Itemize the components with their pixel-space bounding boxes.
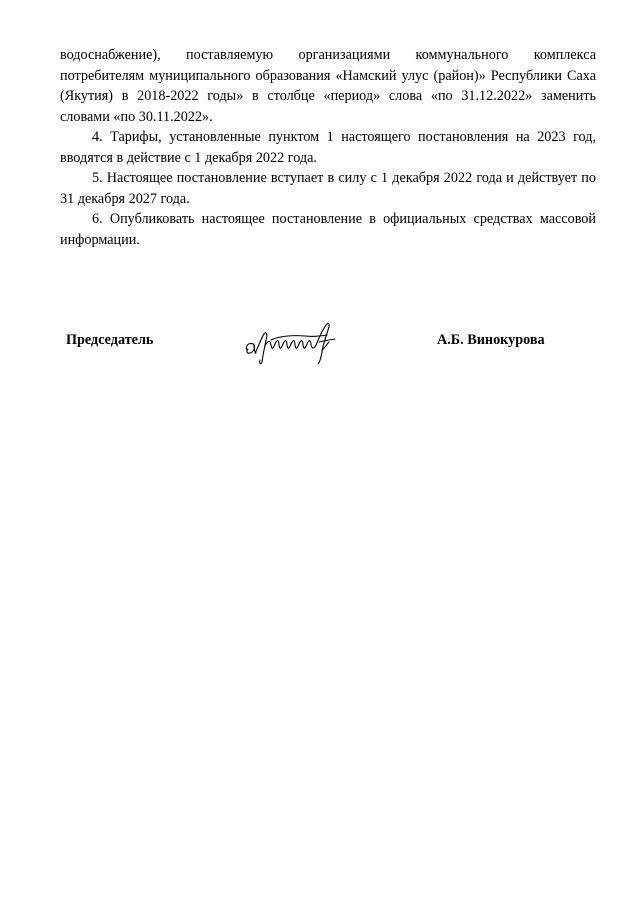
paragraph-item-4: 4. Тарифы, установленные пунктом 1 настоящего постановления на 2023 год, вводятся в действие с 1 декабря 2022 года.: [60, 129, 596, 166]
handwritten-signature: [243, 320, 363, 366]
signatory-title: Председатель: [66, 332, 154, 348]
signature-block: [60, 320, 596, 370]
paragraph-item-5: 5. Настоящее постановление вступает в силу с 1 декабря 2022 года и действует по 31 декабря 2027 года.: [60, 170, 596, 207]
paragraph-item-6: 6. Опубликовать настоящее постановление в официальных средствах массовой информации.: [60, 211, 596, 248]
document-body: [60, 45, 596, 250]
signatory-name: А.Б. Винокурова: [437, 332, 545, 348]
paragraph-continuation: водоснабжение), поставляемую организациями коммунального комплекса потребителям муниципального образования «Намский улус (район)» Республики Саха (Якутия) в 2018-2022 годы» в столбце «период» слова «по 31.12.2022» заменить словами «по 30.11.2022».: [60, 47, 596, 125]
